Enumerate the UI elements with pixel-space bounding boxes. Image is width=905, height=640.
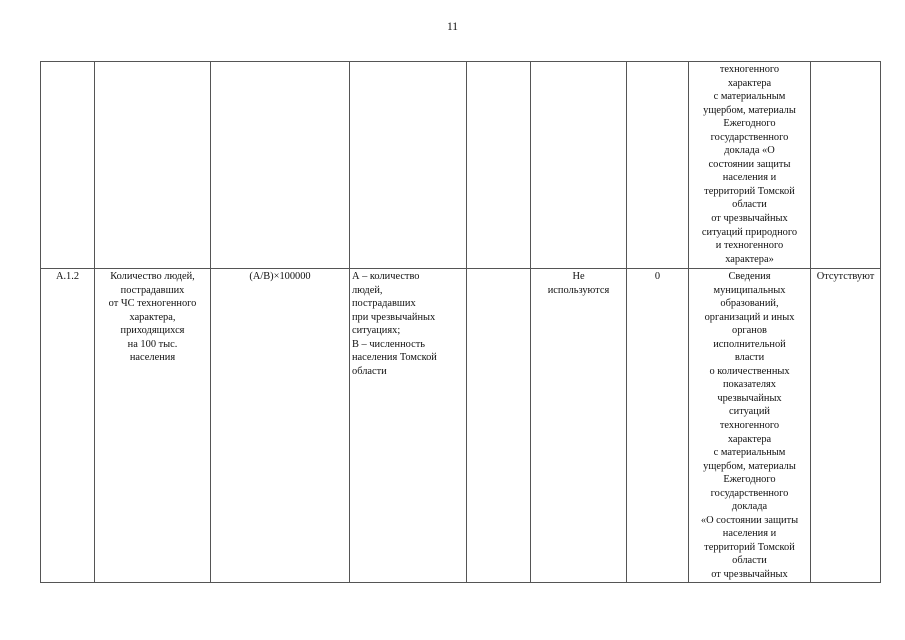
cell-empty	[467, 62, 531, 269]
page-number: 11	[446, 21, 459, 33]
table-row-a12	[41, 269, 881, 583]
cell-code: А.1.2	[41, 269, 95, 583]
cell-indicator: Количество людей, пострадавших от ЧС техногенного характера, приходящихся на 100 тыс. населения	[95, 269, 211, 583]
cell-absence	[811, 62, 881, 269]
cell-not-used	[531, 62, 627, 269]
cell-zero: 0	[627, 269, 689, 583]
cell-indicator	[95, 62, 211, 269]
cell-variables	[350, 62, 467, 269]
cell-empty	[467, 269, 531, 583]
cell-source: Сведения муниципальных образований, организаций и иных органов исполнительной власти о количественных показателях чрезвычайных ситуаций техногенного характера с материальным ущербом, материалы Ежегодного государственного доклада «О состоянии защиты населения и территорий Томской области от чрезвычайных	[689, 269, 811, 583]
cell-formula	[211, 62, 350, 269]
cell-formula: (А/В)×100000	[211, 269, 350, 583]
cell-source: техногенного характера с материальным ущербом, материалы Ежегодного государственного доклада «О состоянии защиты населения и территорий Томской области от чрезвычайных ситуаций природного и техногенного характера»	[689, 62, 811, 269]
cell-not-used: Не используются	[531, 269, 627, 583]
cell-zero	[627, 62, 689, 269]
cell-code	[41, 62, 95, 269]
table-row-continued	[41, 62, 881, 269]
indicator-table	[40, 61, 881, 583]
cell-absence: Отсутствуют	[811, 269, 881, 583]
cell-variables: А – количество людей, пострадавших при чрезвычайных ситуациях; В – численность населения Томской области	[350, 269, 467, 583]
